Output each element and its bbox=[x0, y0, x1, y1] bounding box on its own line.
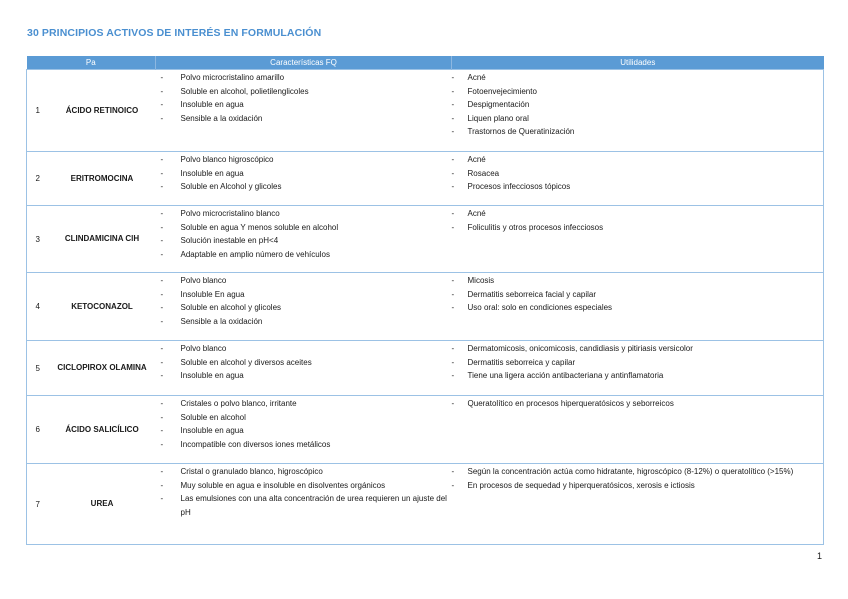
uses-cell bbox=[452, 206, 824, 273]
uses-cell bbox=[452, 152, 824, 206]
uses-cell bbox=[452, 273, 824, 341]
table-row bbox=[27, 206, 824, 273]
use-item: - Uso oral: solo en condiciones especiales bbox=[452, 301, 824, 315]
use-item: - Foliculitis y otros procesos infecciosos bbox=[452, 221, 824, 235]
feature-item: - Insoluble En agua bbox=[156, 288, 452, 302]
feature-item: - Insoluble en agua bbox=[156, 424, 452, 438]
feature-item: - Soluble en alcohol bbox=[156, 411, 452, 425]
uses-list bbox=[452, 152, 824, 194]
use-item: - Procesos infecciosos tópicos bbox=[452, 180, 824, 194]
feature-item: - Solución inestable en pH<4 bbox=[156, 234, 452, 248]
uses-list bbox=[452, 70, 824, 139]
use-item: - Acné bbox=[452, 71, 824, 85]
ingredient-name: CLINDAMICINA ClH bbox=[49, 206, 156, 273]
uses-cell bbox=[452, 396, 824, 464]
use-item: - Fotoenvejecimiento bbox=[452, 85, 824, 99]
features-cell bbox=[156, 70, 452, 152]
ingredient-name: ÁCIDO RETINOICO bbox=[49, 70, 156, 152]
use-item: - Según la concentración actúa como hidratante, higroscópico (8-12%) o queratolítico (>15%) bbox=[452, 465, 824, 479]
uses-cell bbox=[452, 70, 824, 152]
table-row bbox=[27, 70, 824, 152]
feature-item: - Cristales o polvo blanco, irritante bbox=[156, 397, 452, 411]
header-pa: Pa bbox=[27, 56, 156, 70]
row-number: 1 bbox=[27, 70, 49, 152]
header-features: Características FQ bbox=[156, 56, 452, 70]
features-list bbox=[156, 152, 452, 194]
use-item: - Despigmentación bbox=[452, 98, 824, 112]
uses-list bbox=[452, 206, 824, 234]
uses-list bbox=[452, 273, 824, 315]
feature-item: - Soluble en alcohol y glicoles bbox=[156, 301, 452, 315]
row-number: 5 bbox=[27, 341, 49, 396]
feature-item: - Soluble en alcohol y diversos aceites bbox=[156, 356, 452, 370]
feature-item: - Polvo blanco bbox=[156, 342, 452, 356]
feature-item: - Insoluble en agua bbox=[156, 369, 452, 383]
table-row bbox=[27, 396, 824, 464]
use-item: - Rosacea bbox=[452, 167, 824, 181]
feature-item: - Polvo blanco higroscópico bbox=[156, 153, 452, 167]
table-row bbox=[27, 341, 824, 396]
page-number: 1 bbox=[816, 551, 822, 561]
feature-item: - Insoluble en agua bbox=[156, 98, 452, 112]
use-item: - Micosis bbox=[452, 274, 824, 288]
page-title: 30 PRINCIPIOS ACTIVOS DE INTERÉS EN FORMULACIÓN bbox=[27, 27, 322, 39]
uses-list bbox=[452, 341, 824, 383]
use-item: - Acné bbox=[452, 153, 824, 167]
feature-item: - Sensible a la oxidación bbox=[156, 112, 452, 126]
features-cell bbox=[156, 206, 452, 273]
feature-item: - Insoluble en agua bbox=[156, 167, 452, 181]
uses-list bbox=[452, 464, 824, 492]
use-item: - Dermatitis seborreica facial y capilar bbox=[452, 288, 824, 302]
table-row bbox=[27, 152, 824, 206]
features-list bbox=[156, 341, 452, 383]
feature-item: - Soluble en Alcohol y glicoles bbox=[156, 180, 452, 194]
row-number: 7 bbox=[27, 464, 49, 545]
row-number: 4 bbox=[27, 273, 49, 341]
feature-item: - Cristal o granulado blanco, higroscópico bbox=[156, 465, 452, 479]
feature-item: - Sensible a la oxidación bbox=[156, 315, 452, 329]
features-list bbox=[156, 464, 452, 519]
table-row bbox=[27, 464, 824, 545]
use-item: - Trastornos de Queratinización bbox=[452, 125, 824, 139]
use-item: - Acné bbox=[452, 207, 824, 221]
ingredient-name: KETOCONAZOL bbox=[49, 273, 156, 341]
feature-item: - Polvo microcristalino blanco bbox=[156, 207, 452, 221]
feature-item: - Las emulsiones con una alta concentración de urea requieren un ajuste del pH bbox=[156, 492, 452, 519]
ingredient-name: UREA bbox=[49, 464, 156, 545]
row-number: 6 bbox=[27, 396, 49, 464]
use-item: - Liquen plano oral bbox=[452, 112, 824, 126]
features-list bbox=[156, 206, 452, 261]
features-cell bbox=[156, 273, 452, 341]
uses-cell bbox=[452, 464, 824, 545]
header-uses: Utilidades bbox=[452, 56, 824, 70]
feature-item: - Adaptable en amplio número de vehículos bbox=[156, 248, 452, 262]
feature-item: - Muy soluble en agua e insoluble en disolventes orgánicos bbox=[156, 479, 452, 493]
features-cell bbox=[156, 464, 452, 545]
active-ingredients-table bbox=[26, 56, 824, 545]
features-list bbox=[156, 273, 452, 328]
use-item: - Tiene una ligera acción antibacteriana y antinflamatoria bbox=[452, 369, 824, 383]
table-header-row bbox=[27, 56, 824, 70]
features-cell bbox=[156, 152, 452, 206]
use-item: - Queratolítico en procesos hiperqueratósicos y seborreicos bbox=[452, 397, 824, 411]
features-cell bbox=[156, 341, 452, 396]
row-number: 3 bbox=[27, 206, 49, 273]
use-item: - Dermatitis seborreica y capilar bbox=[452, 356, 824, 370]
feature-item: - Soluble en agua Y menos soluble en alcohol bbox=[156, 221, 452, 235]
ingredient-name: ERITROMOCINA bbox=[49, 152, 156, 206]
feature-item: - Incompatible con diversos iones metálicos bbox=[156, 438, 452, 452]
feature-item: - Polvo microcristalino amarillo bbox=[156, 71, 452, 85]
uses-cell bbox=[452, 341, 824, 396]
feature-item: - Soluble en alcohol, polietilenglicoles bbox=[156, 85, 452, 99]
features-list bbox=[156, 396, 452, 451]
ingredient-name: CICLOPIROX OLAMINA bbox=[49, 341, 156, 396]
row-number: 2 bbox=[27, 152, 49, 206]
ingredient-name: ÁCIDO SALICÍLICO bbox=[49, 396, 156, 464]
features-list bbox=[156, 70, 452, 125]
table-row bbox=[27, 273, 824, 341]
use-item: - Dermatomicosis, onicomicosis, candidiasis y pitiriasis versicolor bbox=[452, 342, 824, 356]
use-item: - En procesos de sequedad y hiperqueratósicos, xerosis e ictiosis bbox=[452, 479, 824, 493]
features-cell bbox=[156, 396, 452, 464]
uses-list bbox=[452, 396, 824, 411]
feature-item: - Polvo blanco bbox=[156, 274, 452, 288]
